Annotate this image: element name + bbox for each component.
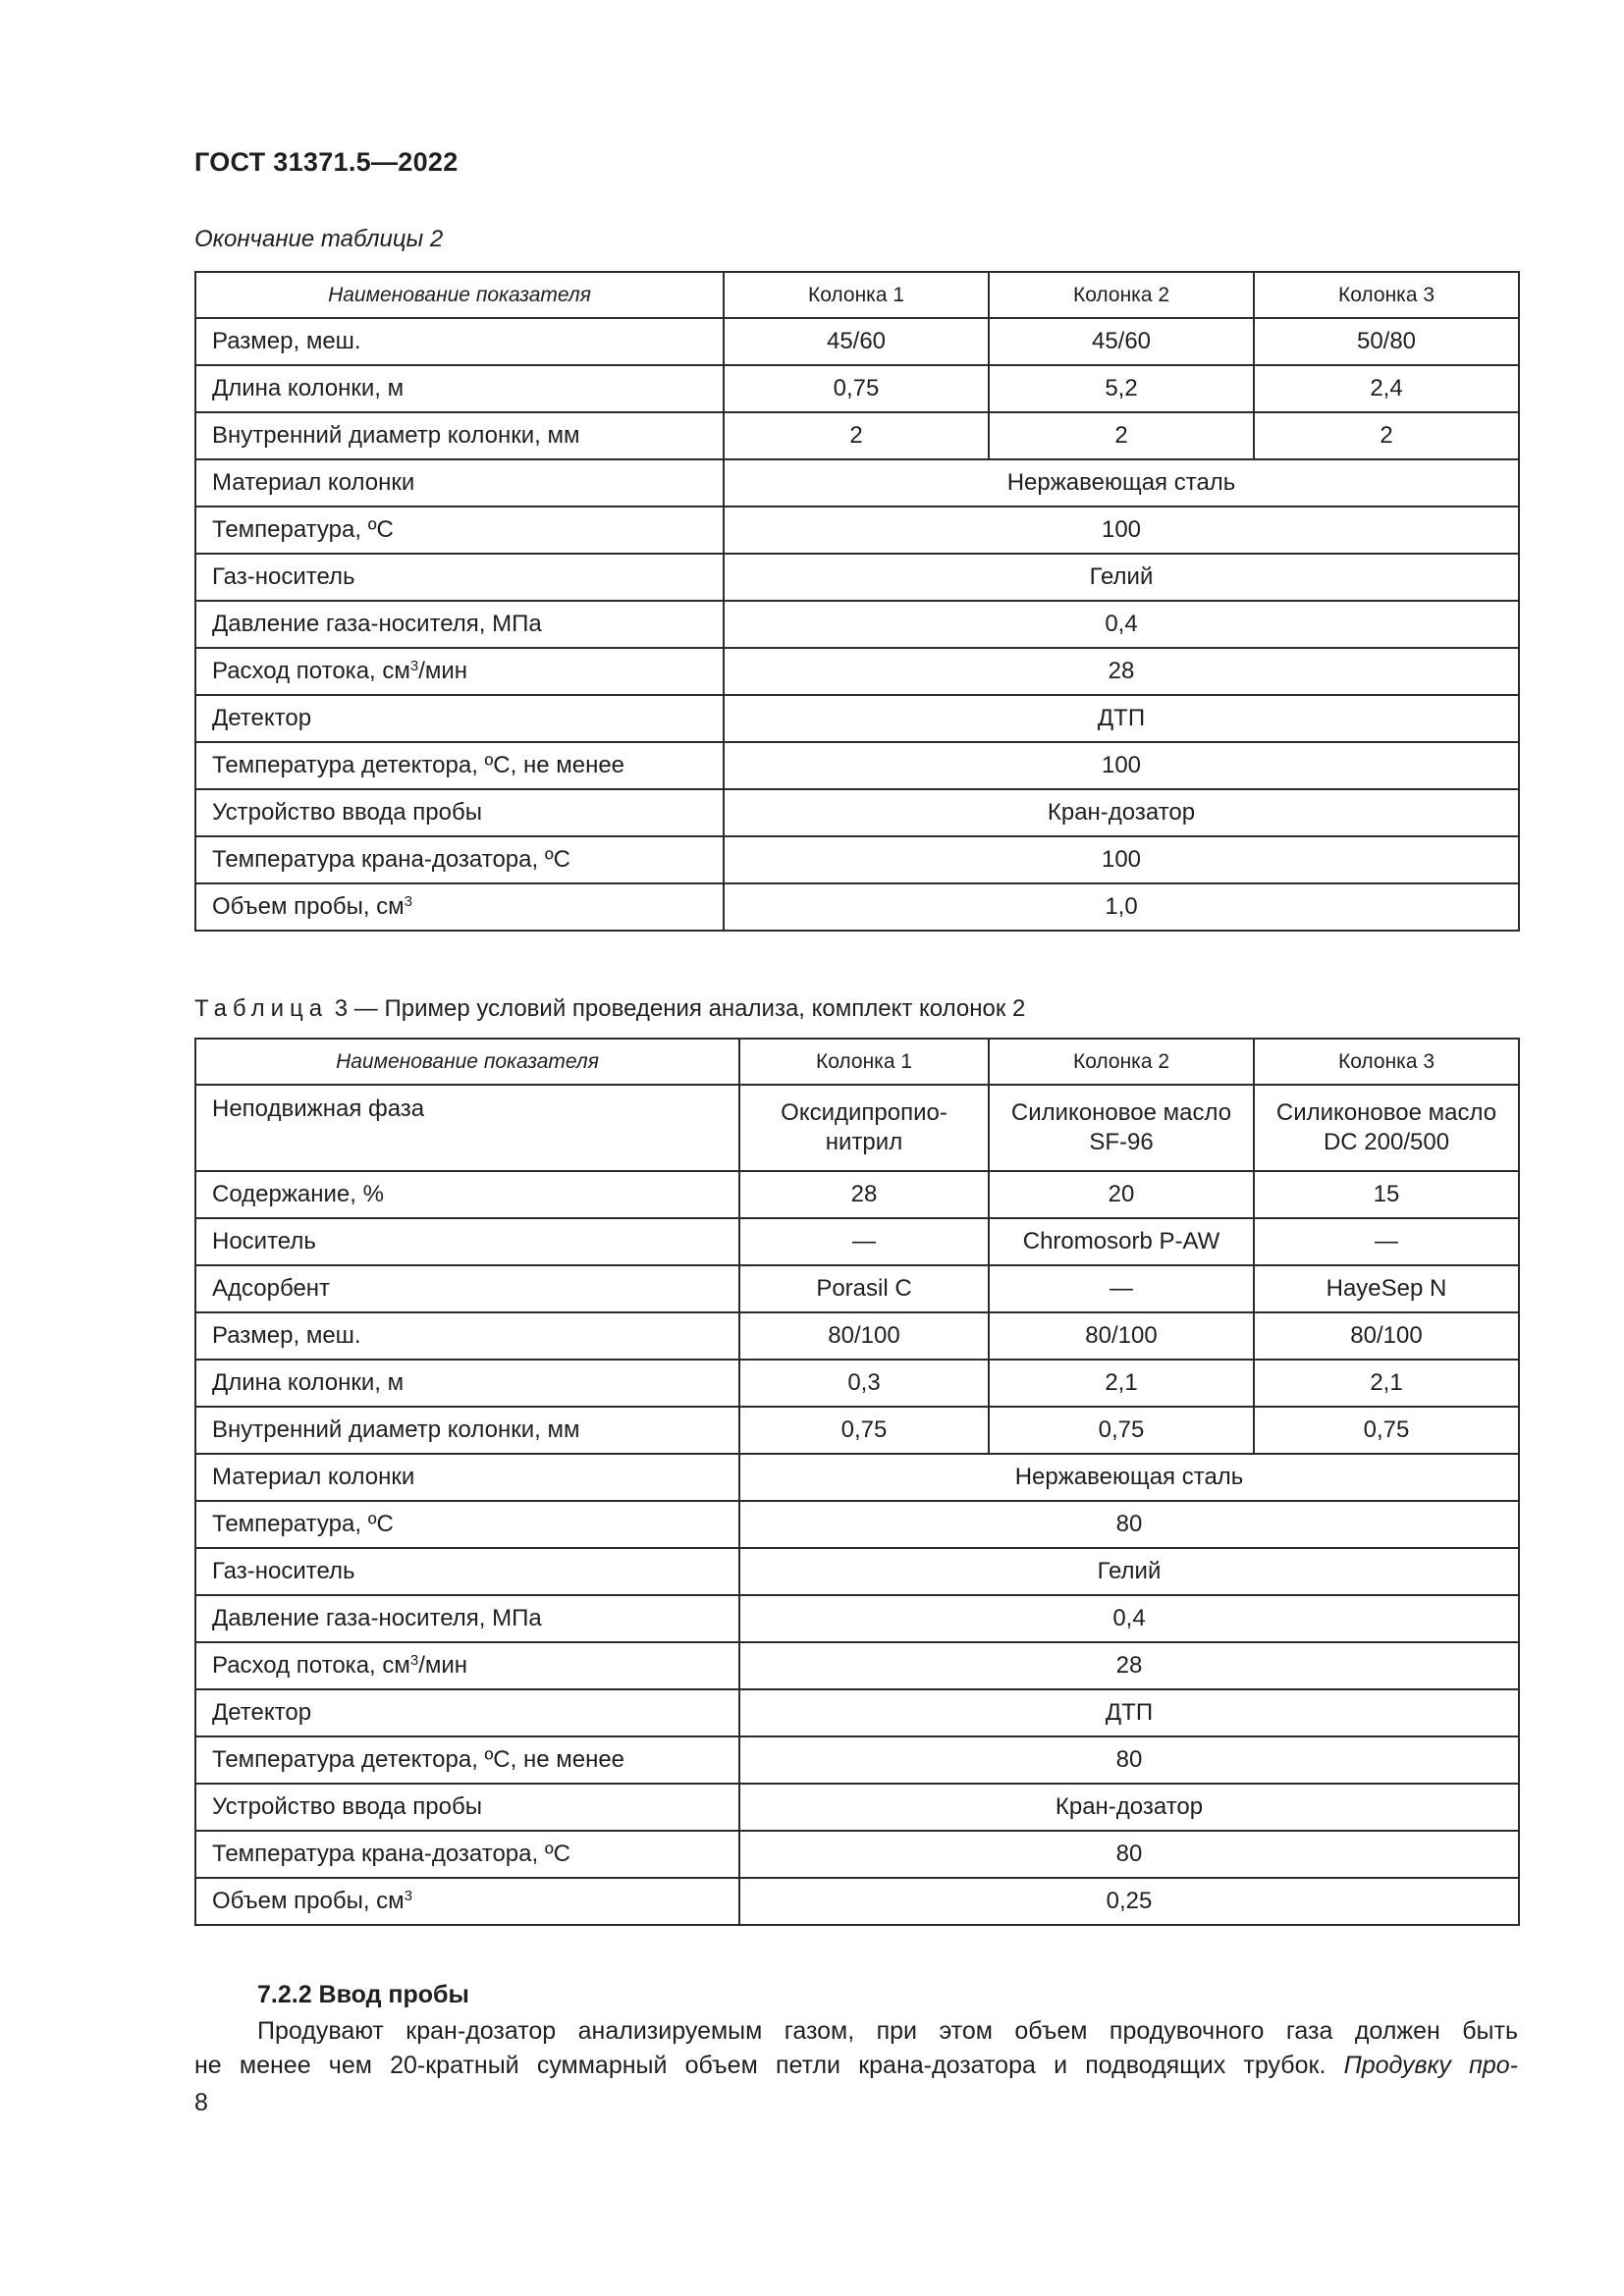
row-label: Адсорбент — [195, 1265, 739, 1312]
cell-value: 45/60 — [724, 318, 989, 365]
merged-cell-value: Кран-дозатор — [739, 1784, 1519, 1831]
row-label: Материал колонки — [195, 1454, 739, 1501]
table-row — [195, 1265, 1519, 1312]
row-label: Материал колонки — [195, 459, 724, 507]
table-row — [195, 1689, 1519, 1736]
table-3 — [194, 1038, 1520, 1926]
table-2 — [194, 271, 1520, 932]
row-label — [195, 883, 724, 931]
table-row — [195, 1595, 1519, 1642]
column-header-name: Наименование показателя — [195, 1039, 739, 1085]
row-label: Размер, меш. — [195, 1312, 739, 1360]
table-row — [195, 1501, 1519, 1548]
section-title: 7.2.2 Ввод пробы — [257, 1981, 469, 2008]
column-header-col2: Колонка 2 — [989, 272, 1254, 318]
cell-value: Chromosorb P-AW — [989, 1218, 1254, 1265]
cell-value: 0,75 — [1254, 1407, 1519, 1454]
cell-line: Силиконовое масло — [1010, 1099, 1232, 1126]
row-label: Устройство ввода пробы — [195, 1784, 739, 1831]
cell-value: — — [1254, 1218, 1519, 1265]
merged-cell-value: 100 — [724, 507, 1519, 554]
paragraph-line: Продувают кран-дозатор анализируемым газом, при этом объем продувочного газа должен быть — [257, 2017, 1518, 2045]
cell-line: нитрил — [825, 1129, 903, 1155]
table-row — [195, 1831, 1519, 1878]
table-row — [195, 1171, 1519, 1218]
paragraph-italic-text: Продувку про- — [1343, 2052, 1518, 2079]
row-label-text: Расход потока, см — [212, 1652, 410, 1679]
merged-cell-value: 0,25 — [739, 1878, 1519, 1925]
row-label: Температура детектора, ºС, не менее — [195, 742, 724, 789]
table-row — [195, 507, 1519, 554]
table-row — [195, 1360, 1519, 1407]
table-row — [195, 836, 1519, 883]
row-label — [195, 648, 724, 695]
row-label: Температура, ºС — [195, 507, 724, 554]
row-label: Газ-носитель — [195, 1548, 739, 1595]
column-header-name: Наименование показателя — [195, 272, 724, 318]
table-row — [195, 1085, 1519, 1171]
paragraph-text: не менее чем 20-кратный суммарный объем петли крана-дозатора и подводящих трубок. — [194, 2052, 1326, 2079]
table-row — [195, 365, 1519, 412]
row-label: Температура детектора, ºС, не менее — [195, 1736, 739, 1784]
cell-line: Силиконовое масло — [1275, 1099, 1497, 1126]
cell-value: 2 — [724, 412, 989, 459]
cell-value: 2 — [1254, 412, 1519, 459]
table-row — [195, 883, 1519, 931]
row-label: Давление газа-носителя, МПа — [195, 601, 724, 648]
cell-value: Porasil C — [739, 1265, 989, 1312]
section-paragraph — [194, 2014, 1518, 2083]
table-row — [195, 412, 1519, 459]
table-row — [195, 789, 1519, 836]
superscript: 3 — [404, 893, 412, 910]
merged-cell-value: Нержавеющая сталь — [739, 1454, 1519, 1501]
page-number: 8 — [194, 2089, 208, 2116]
row-label — [195, 1642, 739, 1689]
cell-value — [989, 1085, 1254, 1171]
row-label: Размер, меш. — [195, 318, 724, 365]
table-row — [195, 742, 1519, 789]
cell-line: Оксидипропио- — [781, 1099, 947, 1126]
row-label: Детектор — [195, 695, 724, 742]
cell-value: 2,4 — [1254, 365, 1519, 412]
merged-cell-value: 100 — [724, 742, 1519, 789]
merged-cell-value: 28 — [739, 1642, 1519, 1689]
table-row — [195, 1454, 1519, 1501]
cell-line: SF-96 — [1089, 1129, 1154, 1155]
merged-cell-value: ДТП — [724, 695, 1519, 742]
row-label: Температура крана-дозатора, ºС — [195, 836, 724, 883]
cell-value: 80/100 — [989, 1312, 1254, 1360]
cell-value: 28 — [739, 1171, 989, 1218]
table-header-row — [195, 1039, 1519, 1085]
table-row — [195, 601, 1519, 648]
table-row — [195, 554, 1519, 601]
merged-cell-value: Нержавеющая сталь — [724, 459, 1519, 507]
cell-line: DC 200/500 — [1323, 1129, 1450, 1155]
row-label: Температура крана-дозатора, ºС — [195, 1831, 739, 1878]
row-label: Давление газа-носителя, МПа — [195, 1595, 739, 1642]
row-label-text: Расход потока, см — [212, 658, 410, 684]
column-header-col3: Колонка 3 — [1254, 272, 1519, 318]
table-row — [195, 459, 1519, 507]
table-row — [195, 648, 1519, 695]
cell-value: — — [739, 1218, 989, 1265]
table3-caption-label: Таблица — [194, 995, 329, 1022]
cell-value: 0,75 — [724, 365, 989, 412]
row-label-text: /мин — [418, 1652, 468, 1679]
row-label: Внутренний диаметр колонки, мм — [195, 1407, 739, 1454]
cell-value: 0,3 — [739, 1360, 989, 1407]
merged-cell-value: 0,4 — [739, 1595, 1519, 1642]
paragraph-line — [194, 2049, 1518, 2083]
row-label-text: /мин — [418, 658, 468, 684]
row-label-text: Объем пробы, см — [212, 893, 405, 920]
table-row — [195, 1218, 1519, 1265]
cell-value: 2,1 — [989, 1360, 1254, 1407]
merged-cell-value: 100 — [724, 836, 1519, 883]
cell-value: 2,1 — [1254, 1360, 1519, 1407]
table3-caption-text: 3 — Пример условий проведения анализа, комплект колонок 2 — [334, 995, 1026, 1022]
table-row — [195, 1407, 1519, 1454]
superscript: 3 — [409, 1652, 419, 1669]
column-header-col3: Колонка 3 — [1254, 1039, 1519, 1085]
row-label: Детектор — [195, 1689, 739, 1736]
merged-cell-value: Кран-дозатор — [724, 789, 1519, 836]
cell-value: 2 — [989, 412, 1254, 459]
table3-caption — [194, 995, 1025, 1023]
row-label: Содержание, % — [195, 1171, 739, 1218]
cell-value: 80/100 — [1254, 1312, 1519, 1360]
cell-value: 0,75 — [989, 1407, 1254, 1454]
row-label: Устройство ввода пробы — [195, 789, 724, 836]
row-label: Температура, ºС — [195, 1501, 739, 1548]
row-label: Длина колонки, м — [195, 1360, 739, 1407]
merged-cell-value: 28 — [724, 648, 1519, 695]
row-label-text: Объем пробы, см — [212, 1888, 405, 1914]
cell-value: 45/60 — [989, 318, 1254, 365]
table-row — [195, 318, 1519, 365]
cell-value: 20 — [989, 1171, 1254, 1218]
merged-cell-value: 80 — [739, 1736, 1519, 1784]
table-row — [195, 1878, 1519, 1925]
cell-value: 0,75 — [739, 1407, 989, 1454]
table-row — [195, 1736, 1519, 1784]
merged-cell-value: 0,4 — [724, 601, 1519, 648]
row-label — [195, 1878, 739, 1925]
row-label: Носитель — [195, 1218, 739, 1265]
merged-cell-value: Гелий — [739, 1548, 1519, 1595]
table-header-row — [195, 272, 1519, 318]
row-label: Внутренний диаметр колонки, мм — [195, 412, 724, 459]
row-label: Неподвижная фаза — [195, 1085, 739, 1171]
cell-value — [739, 1085, 989, 1171]
table-row — [195, 1642, 1519, 1689]
merged-cell-value: Гелий — [724, 554, 1519, 601]
cell-value — [1254, 1085, 1519, 1171]
cell-value: — — [989, 1265, 1254, 1312]
merged-cell-value: 80 — [739, 1831, 1519, 1878]
column-header-col1: Колонка 1 — [724, 272, 989, 318]
cell-value: HayeSep N — [1254, 1265, 1519, 1312]
table2-caption: Окончание таблицы 2 — [194, 226, 444, 252]
merged-cell-value: 1,0 — [724, 883, 1519, 931]
cell-value: 15 — [1254, 1171, 1519, 1218]
row-label: Длина колонки, м — [195, 365, 724, 412]
table-row — [195, 1548, 1519, 1595]
table-row — [195, 1784, 1519, 1831]
row-label: Газ-носитель — [195, 554, 724, 601]
column-header-col1: Колонка 1 — [739, 1039, 989, 1085]
document-code: ГОСТ 31371.5—2022 — [194, 147, 459, 177]
merged-cell-value: ДТП — [739, 1689, 1519, 1736]
table-row — [195, 1312, 1519, 1360]
cell-value: 5,2 — [989, 365, 1254, 412]
superscript: 3 — [409, 658, 419, 674]
superscript: 3 — [404, 1888, 412, 1904]
cell-value: 50/80 — [1254, 318, 1519, 365]
cell-value: 80/100 — [739, 1312, 989, 1360]
merged-cell-value: 80 — [739, 1501, 1519, 1548]
column-header-col2: Колонка 2 — [989, 1039, 1254, 1085]
table-row — [195, 695, 1519, 742]
